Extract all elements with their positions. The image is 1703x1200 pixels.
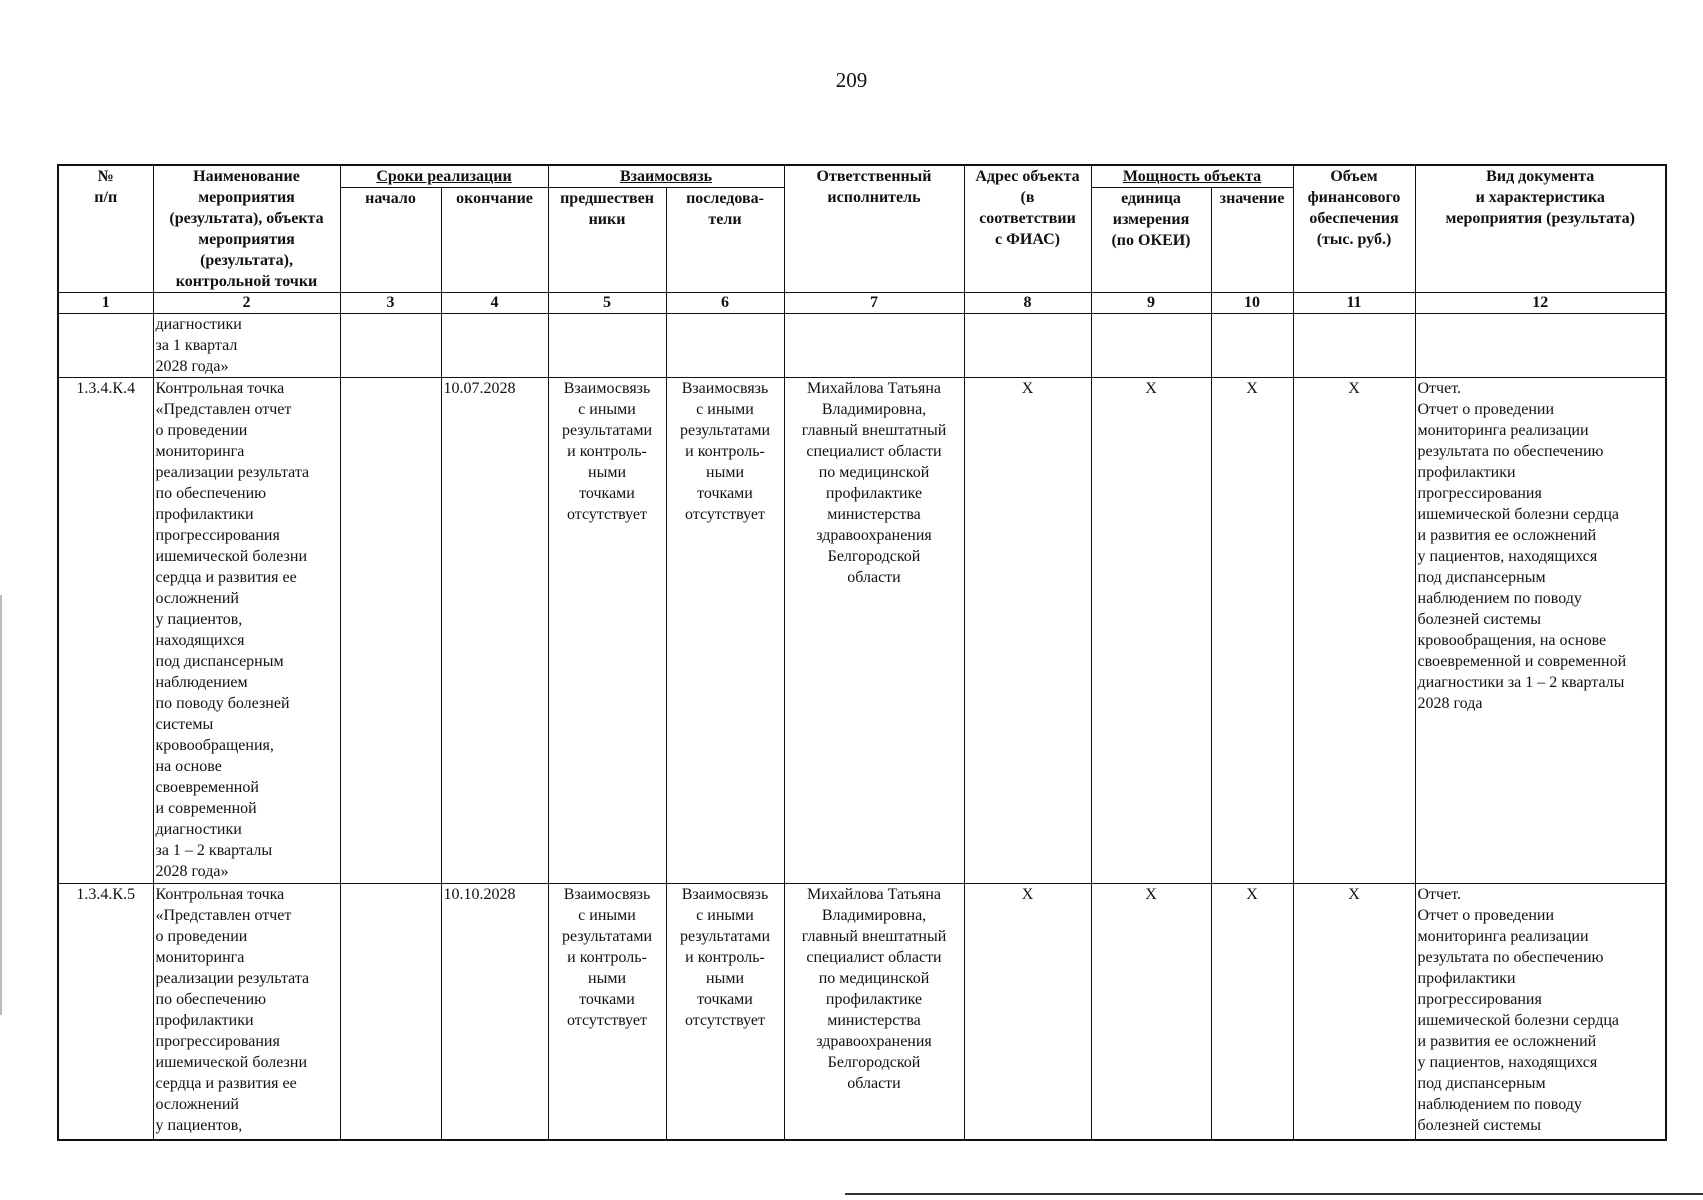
column-number: 10 <box>1211 293 1293 314</box>
header-value: значение <box>1211 188 1293 293</box>
header-unit: единица измерения (по ОКЕИ) <box>1091 188 1211 293</box>
row-start <box>340 314 441 378</box>
header-successors: последова- тели <box>666 188 784 293</box>
row-end: 10.07.2028 <box>441 378 548 884</box>
column-number: 1 <box>58 293 153 314</box>
row-predecessors: Взаимосвязь с иными результатами и контроль- ными точками отсутствует <box>548 378 666 884</box>
header-relation: Взаимосвязь <box>548 165 784 188</box>
column-number: 6 <box>666 293 784 314</box>
scan-edge-line <box>845 1193 1703 1195</box>
row-address: Х <box>964 884 1091 1140</box>
row-responsible <box>784 314 964 378</box>
header-start: начало <box>340 188 441 293</box>
row-successors: Взаимосвязь с иными результатами и контроль- ными точками отсутствует <box>666 378 784 884</box>
column-number: 8 <box>964 293 1091 314</box>
row-doc: Отчет. Отчет о проведении мониторинга реализации результата по обеспечению профилактики прогрессирования ишемической болезни сердца и развития ее осложнений у пациентов, находящихся под диспансерным наблюдением по поводу болезней системы <box>1415 884 1666 1140</box>
header-terms: Сроки реализации <box>340 165 548 188</box>
column-number-row <box>58 293 1666 314</box>
row-name: диагностики за 1 квартал 2028 года» <box>153 314 340 378</box>
column-number: 12 <box>1415 293 1666 314</box>
row-doc: Отчет. Отчет о проведении мониторинга реализации результата по обеспечению профилактики прогрессирования ишемической болезни сердца и развития ее осложнений у пациентов, находящихся под диспансерным наблюдением по поводу болезней системы кровообращения, на основе своевременной и современной диагностики за 1 – 2 кварталы 2028 года <box>1415 378 1666 884</box>
header-address: Адрес объекта (в соответствии с ФИАС) <box>964 165 1091 293</box>
column-number: 7 <box>784 293 964 314</box>
row-unit: Х <box>1091 378 1211 884</box>
row-predecessors <box>548 314 666 378</box>
column-number: 9 <box>1091 293 1211 314</box>
row-name: Контрольная точка «Представлен отчет о проведении мониторинга реализации результата по обеспечению профилактики прогрессирования ишемической болезни сердца и развития ее осложнений у пациентов, <box>153 884 340 1140</box>
header-responsible: Ответственный исполнитель <box>784 165 964 293</box>
header-predecessors: предшествен ники <box>548 188 666 293</box>
row-finance <box>1293 314 1415 378</box>
row-id <box>58 314 153 378</box>
row-value: Х <box>1211 378 1293 884</box>
column-number: 11 <box>1293 293 1415 314</box>
page-number: 209 <box>835 68 868 92</box>
row-finance: Х <box>1293 378 1415 884</box>
column-number: 3 <box>340 293 441 314</box>
column-number: 4 <box>441 293 548 314</box>
row-finance: Х <box>1293 884 1415 1140</box>
plan-table <box>57 164 1667 1141</box>
header-no: № п/п <box>58 165 153 293</box>
header-finance: Объем финансового обеспечения (тыс. руб.) <box>1293 165 1415 293</box>
row-predecessors: Взаимосвязь с иными результатами и контроль- ными точками отсутствует <box>548 884 666 1140</box>
row-responsible: Михайлова Татьяна Владимировна, главный внештатный специалист области по медицинской профилактике министерства здравоохранения Белгородской области <box>784 884 964 1140</box>
table-row <box>58 314 1666 378</box>
row-address: Х <box>964 378 1091 884</box>
row-end: 10.10.2028 <box>441 884 548 1140</box>
header-end: окончание <box>441 188 548 293</box>
column-number: 5 <box>548 293 666 314</box>
row-id: 1.3.4.К.4 <box>58 378 153 884</box>
row-successors <box>666 314 784 378</box>
scan-edge-shadow <box>0 595 2 1015</box>
row-address <box>964 314 1091 378</box>
row-start <box>340 378 441 884</box>
table-row <box>58 378 1666 884</box>
row-id: 1.3.4.К.5 <box>58 884 153 1140</box>
table-row <box>58 884 1666 1140</box>
header-doc: Вид документа и характеристика мероприятия (результата) <box>1415 165 1666 293</box>
row-value: Х <box>1211 884 1293 1140</box>
row-successors: Взаимосвязь с иными результатами и контроль- ными точками отсутствует <box>666 884 784 1140</box>
row-name: Контрольная точка «Представлен отчет о проведении мониторинга реализации результата по обеспечению профилактики прогрессирования ишемической болезни сердца и развития ее осложнений у пациентов, находящихся под диспансерным наблюдением по поводу болезней системы кровообращения, на основе своевременной и современной диагностики за 1 – 2 кварталы 2028 года» <box>153 378 340 884</box>
row-start <box>340 884 441 1140</box>
row-end <box>441 314 548 378</box>
row-unit: Х <box>1091 884 1211 1140</box>
row-value <box>1211 314 1293 378</box>
header-name: Наименование мероприятия (результата), объекта мероприятия (результата), контрольной точки <box>153 165 340 293</box>
header-capacity: Мощность объекта <box>1091 165 1293 188</box>
column-number: 2 <box>153 293 340 314</box>
row-responsible: Михайлова Татьяна Владимировна, главный внештатный специалист области по медицинской профилактике министерства здравоохранения Белгородской области <box>784 378 964 884</box>
row-unit <box>1091 314 1211 378</box>
row-doc <box>1415 314 1666 378</box>
